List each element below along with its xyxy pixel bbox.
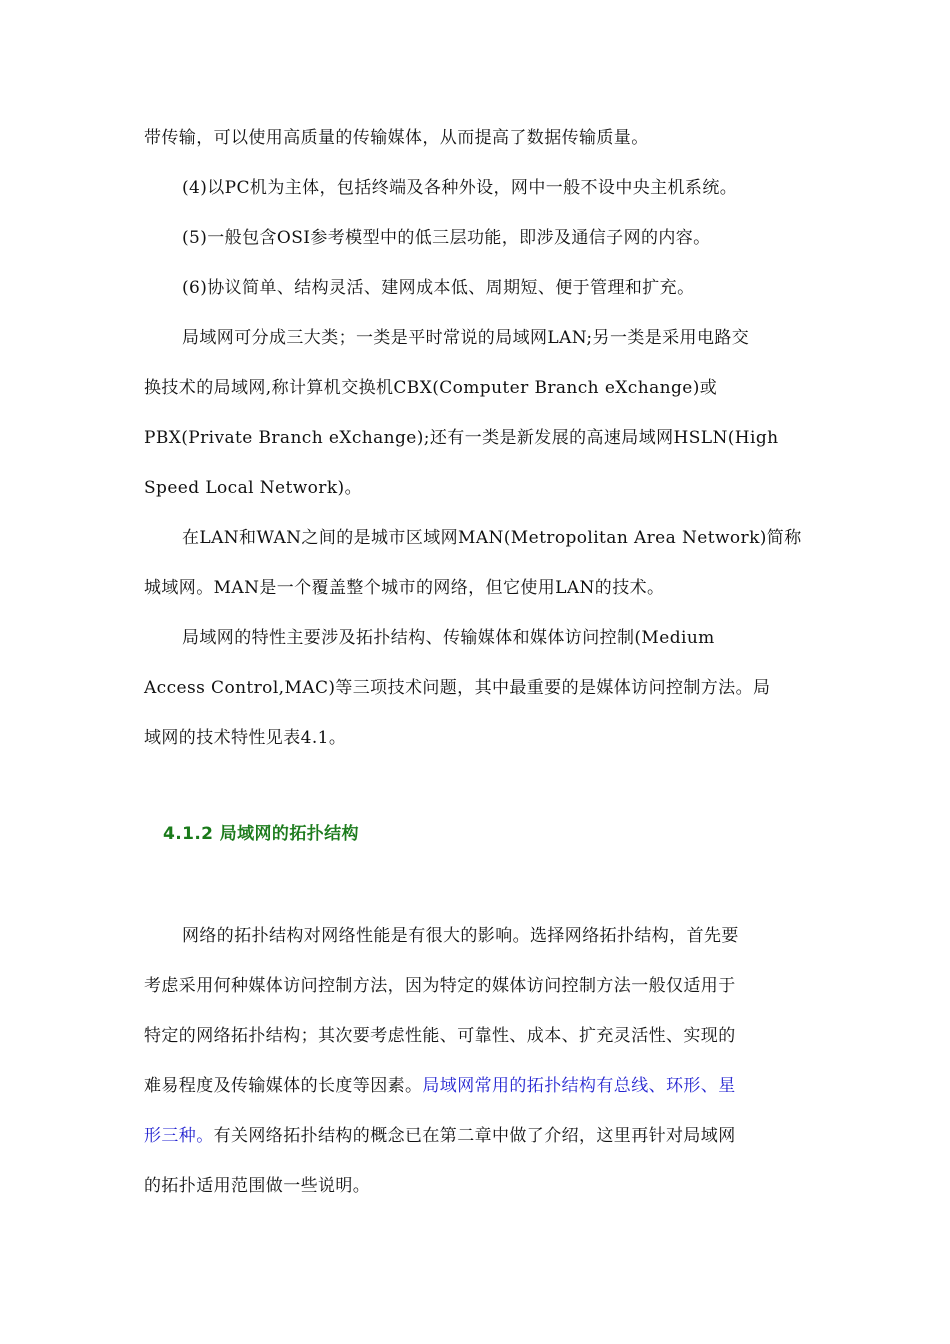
paragraph-line: 在LAN和WAN之间的是城市区域网MAN(Metropolitan Area Network)简称: [182, 528, 802, 548]
paragraph-line: 换技术的局域网,称计算机交换机CBX(Computer Branch eXchange)或: [144, 378, 718, 398]
topology-link-continued[interactable]: 形三种。: [144, 1126, 214, 1146]
list-item-4: (4)以PC机为主体，包括终端及各种外设，网中一般不设中央主机系统。: [182, 178, 738, 198]
paragraph-line: 特定的网络拓扑结构；其次要考虑性能、可靠性、成本、扩充灵活性、实现的: [144, 1026, 736, 1046]
list-item-5: (5)一般包含OSI参考模型中的低三层功能，即涉及通信子网的内容。: [182, 228, 711, 248]
paragraph-line: 局域网的特性主要涉及拓扑结构、传输媒体和媒体访问控制(Medium: [182, 628, 715, 648]
paragraph-line: 考虑采用何种媒体访问控制方法，因为特定的媒体访问控制方法一般仅适用于: [144, 976, 736, 996]
plain-text: 有关网络拓扑结构的概念已在第二章中做了介绍，这里再针对局域网: [213, 1126, 736, 1146]
paragraph-line: [144, 1125, 736, 1147]
topology-link[interactable]: 局域网常用的拓扑结构有总线、环形、星: [422, 1076, 736, 1096]
paragraph-line: 的拓扑适用范围做一些说明。: [144, 1176, 371, 1196]
plain-text: 难易程度及传输媒体的长度等因素。: [144, 1076, 423, 1096]
section-heading: 4.1.2 局域网的拓扑结构: [163, 824, 359, 844]
list-item-6: (6)协议简单、结构灵活、建网成本低、周期短、便于管理和扩充。: [182, 278, 695, 298]
paragraph-line: 局域网可分成三大类；一类是平时常说的局域网LAN;另一类是采用电路交: [182, 328, 750, 348]
paragraph-line: PBX(Private Branch eXchange);还有一类是新发展的高速局域网HSLN(High: [144, 428, 779, 448]
paragraph-line: Speed Local Network)。: [144, 478, 362, 498]
paragraph-line: 带传输，可以使用高质量的传输媒体，从而提高了数据传输质量。: [144, 128, 649, 148]
paragraph-line: [144, 1075, 736, 1097]
paragraph-line: 城域网。MAN是一个覆盖整个城市的网络，但它使用LAN的技术。: [144, 578, 665, 598]
paragraph-line: 域网的技术特性见表4.1。: [144, 728, 347, 748]
paragraph-line: 网络的拓扑结构对网络性能是有很大的影响。选择网络拓扑结构，首先要: [182, 926, 739, 946]
paragraph-line: Access Control,MAC)等三项技术问题，其中最重要的是媒体访问控制方法。局: [144, 678, 771, 698]
